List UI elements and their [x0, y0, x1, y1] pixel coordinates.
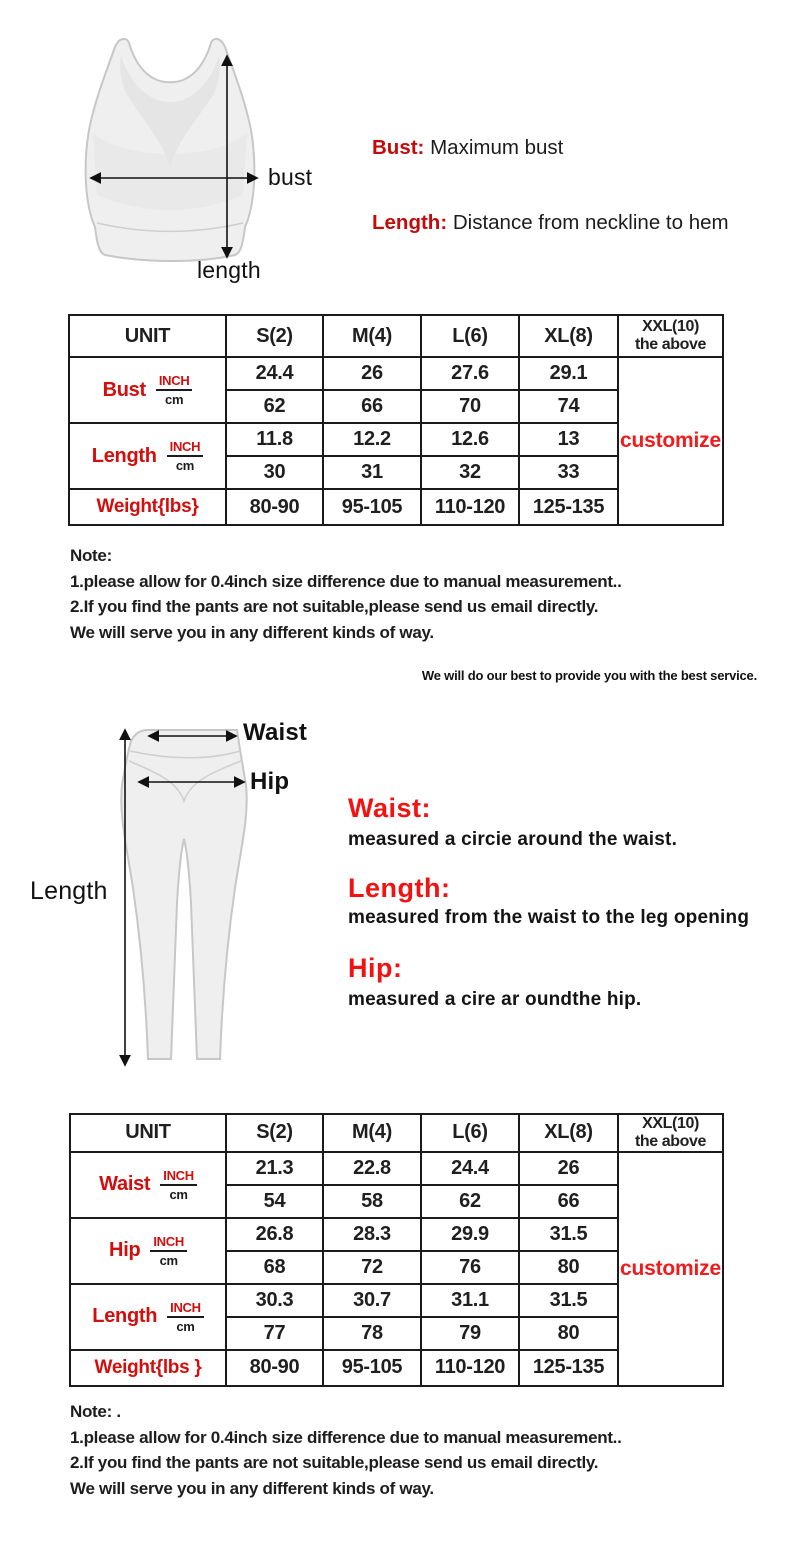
leggings-legend-hip-term: Hip: [348, 953, 403, 983]
row-label-weight: Weight{lbs } [70, 1350, 226, 1386]
inch-unit: INCH [167, 1301, 204, 1318]
size-value-cell: 24.4 [421, 1152, 519, 1185]
leggings-size-table [69, 1113, 724, 1387]
waist-diagram-label: Waist [243, 719, 308, 746]
size-value-cell: 66 [323, 390, 421, 423]
size-value-cell: 125-135 [519, 489, 618, 525]
column-header-xl: XL(8) [519, 315, 618, 357]
leggings-legend-waist-term: Waist: [348, 793, 431, 823]
size-value-cell: 72 [323, 1251, 421, 1284]
customize-cell: customize [618, 1152, 723, 1386]
note-line: 1.please allow for 0.4inch size difference due to manual measurement.. [70, 1427, 622, 1447]
size-value-cell: 62 [226, 390, 323, 423]
inch-unit: INCH [167, 440, 204, 457]
column-header-l: L(6) [421, 315, 519, 357]
inch-unit: INCH [160, 1169, 197, 1186]
size-value-cell: 80 [519, 1251, 618, 1284]
size-value-cell: 79 [421, 1317, 519, 1350]
row-label-weight: Weight{lbs} [69, 489, 226, 525]
size-value-cell: 78 [323, 1317, 421, 1350]
row-label-waist [70, 1152, 226, 1218]
bust-label: Bust [102, 378, 146, 401]
inch-cm-fraction [150, 1235, 187, 1267]
size-value-cell: 30.7 [323, 1284, 421, 1317]
size-value-cell: 13 [519, 423, 618, 456]
size-value-cell: 31 [323, 456, 421, 489]
size-value-cell: 80-90 [226, 489, 323, 525]
note-line: 2.If you find the pants are not suitable,please send us email directly. [70, 1453, 599, 1472]
row-label-bust [69, 357, 226, 423]
column-header-m: M(4) [323, 315, 421, 357]
inch-unit: INCH [156, 374, 193, 391]
note-line: We will serve you in any different kinds of way. [70, 1478, 434, 1498]
column-header-l: L(6) [421, 1114, 519, 1152]
cm-unit: cm [159, 1252, 178, 1268]
size-value-cell: 80 [519, 1317, 618, 1350]
size-value-cell: 31.1 [421, 1284, 519, 1317]
size-value-cell: 125-135 [519, 1350, 618, 1386]
bra-legend-bust-desc: Maximum bust [424, 136, 564, 159]
length-label: Length [91, 444, 157, 467]
customize-cell: customize [618, 357, 723, 525]
note-leggings [70, 1399, 622, 1501]
size-value-cell: 33 [519, 456, 618, 489]
size-value-cell: 80-90 [226, 1350, 323, 1386]
row-label-length [70, 1284, 226, 1350]
service-promise-line: We will do our best to provide you with the best service. [421, 668, 757, 683]
note-line: 1.please allow for 0.4inch size difference due to manual measurement.. [70, 571, 622, 591]
column-header-unit: UNIT [69, 315, 226, 357]
hip-diagram-label: Hip [250, 768, 290, 795]
cm-unit: cm [176, 1318, 195, 1334]
size-value-cell: 70 [421, 390, 519, 423]
column-header-xxl [618, 315, 723, 357]
bra-size-table [68, 314, 724, 526]
sports-bra-diagram [75, 15, 270, 265]
size-value-cell: 30.3 [226, 1284, 323, 1317]
size-value-cell: 26 [519, 1152, 618, 1185]
length-label: Length [92, 1305, 158, 1328]
size-value-cell: 54 [226, 1185, 323, 1218]
table-row [69, 357, 723, 390]
size-value-cell: 110-120 [421, 1350, 519, 1386]
table-header-row [70, 1114, 723, 1152]
xxl-header-line1: XXL(10) [642, 1115, 699, 1132]
leggings-diagram [105, 703, 260, 1078]
inch-cm-fraction [156, 374, 193, 406]
cm-unit: cm [175, 458, 195, 473]
size-value-cell: 31.5 [519, 1218, 618, 1251]
note-line: We will serve you in any different kinds of way. [70, 622, 434, 642]
xxl-header-line2: the above [634, 1132, 707, 1150]
size-value-cell: 11.8 [226, 423, 323, 456]
xxl-header-line2: the above [634, 336, 707, 353]
size-value-cell: 95-105 [323, 489, 421, 525]
size-value-cell: 95-105 [323, 1350, 421, 1386]
note-title: Note: [70, 546, 112, 565]
leg-length-diagram-label: Length [30, 877, 108, 905]
size-value-cell: 68 [226, 1251, 323, 1284]
size-value-cell: 76 [421, 1251, 519, 1284]
size-value-cell: 21.3 [226, 1152, 323, 1185]
inch-unit: INCH [150, 1235, 187, 1252]
inch-cm-fraction [160, 1169, 197, 1201]
size-value-cell: 77 [226, 1317, 323, 1350]
bra-legend-bust-term: Bust: [372, 136, 425, 159]
column-header-s: S(2) [226, 315, 323, 357]
size-value-cell: 30 [226, 456, 323, 489]
table-header-row [69, 315, 723, 357]
inch-cm-fraction [167, 1301, 204, 1333]
note-title: Note: . [70, 1402, 121, 1421]
row-label-length [69, 423, 226, 489]
size-value-cell: 58 [323, 1185, 421, 1218]
size-value-cell: 29.9 [421, 1218, 519, 1251]
leggings-legend-hip-desc: measured a cire ar oundthe hip. [348, 989, 642, 1010]
size-value-cell: 26 [323, 357, 421, 390]
leggings-legend-length-term: Length: [348, 873, 451, 903]
cm-unit: cm [165, 392, 184, 407]
column-header-unit: UNIT [70, 1114, 226, 1152]
leggings-illustration [121, 730, 246, 1059]
size-value-cell: 74 [519, 390, 618, 423]
size-value-cell: 26.8 [226, 1218, 323, 1251]
inch-cm-fraction [167, 440, 204, 472]
bra-legend-length-desc: Distance from neckline to hem [447, 211, 729, 234]
size-value-cell: 22.8 [323, 1152, 421, 1185]
leggings-legend-length-desc: measured from the waist to the leg opening [348, 907, 750, 928]
bra-legend-bust [372, 136, 563, 160]
bra-legend-length-term: Length: [372, 211, 448, 234]
size-value-cell: 12.2 [323, 423, 421, 456]
leggings-legend-waist-desc: measured a circie around the waist. [348, 829, 678, 850]
length-diagram-label: length [197, 257, 261, 283]
column-header-xl: XL(8) [519, 1114, 618, 1152]
hip-label: Hip [109, 1239, 141, 1262]
size-value-cell: 28.3 [323, 1218, 421, 1251]
bra-illustration [86, 39, 255, 261]
waist-label: Waist [99, 1173, 151, 1196]
bra-legend-length [372, 211, 729, 235]
size-value-cell: 29.1 [519, 357, 618, 390]
cm-unit: cm [169, 1186, 188, 1202]
row-label-hip [70, 1218, 226, 1284]
bust-diagram-label: bust [268, 164, 313, 190]
size-value-cell: 66 [519, 1185, 618, 1218]
note-line: 2.If you find the pants are not suitable,please send us email directly. [70, 597, 599, 616]
xxl-header-line1: XXL(10) [642, 318, 699, 336]
size-value-cell: 31.5 [519, 1284, 618, 1317]
size-value-cell: 24.4 [226, 357, 323, 390]
size-value-cell: 32 [421, 456, 519, 489]
table-row [70, 1152, 723, 1185]
note-bra [70, 543, 622, 645]
column-header-m: M(4) [323, 1114, 421, 1152]
size-value-cell: 110-120 [421, 489, 519, 525]
size-value-cell: 12.6 [421, 423, 519, 456]
size-value-cell: 62 [421, 1185, 519, 1218]
column-header-s: S(2) [226, 1114, 323, 1152]
column-header-xxl [618, 1114, 723, 1152]
size-value-cell: 27.6 [421, 357, 519, 390]
